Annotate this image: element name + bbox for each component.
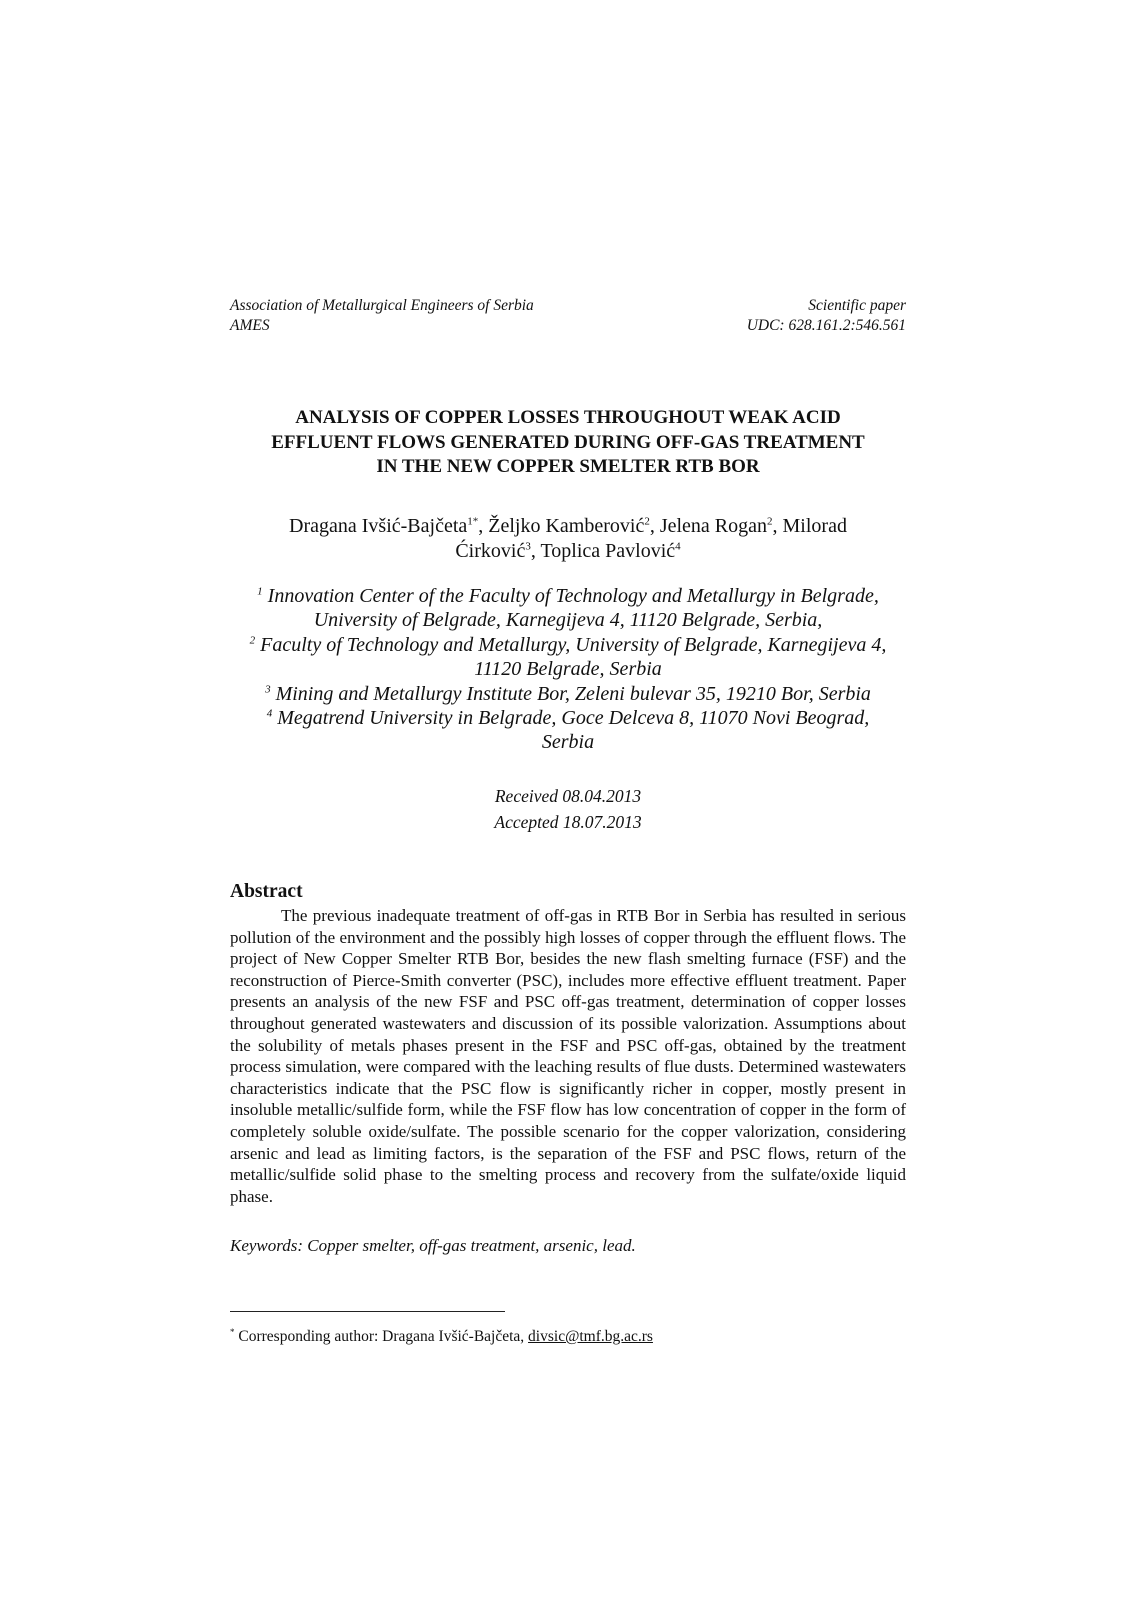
submission-dates — [230, 783, 906, 835]
affiliation-2-line-2: 11120 Belgrade, Serbia — [474, 658, 662, 681]
author-name: Dragana Ivšić-Bajčeta — [289, 515, 468, 537]
accepted-date: Accepted 18.07.2013 — [494, 812, 642, 832]
affiliation-number: 4 — [266, 707, 273, 720]
journal-abbreviation: AMES — [230, 317, 270, 334]
title-line-1: ANALYSIS OF COPPER LOSSES THROUGHOUT WEAK ACID — [295, 407, 841, 428]
author-line-1: Dragana Ivšić-Bajčeta$^{1*}$, Željko Kamberović$^2$, Jelena Rogan$^2$, Milorad — [289, 515, 847, 537]
author-name-first: Milorad — [782, 515, 847, 537]
received-date: Received 08.04.2013 — [494, 786, 642, 806]
affiliation-text: Faculty of Technology and Metallurgy, University of Belgrade, Karnegijeva 4, — [260, 633, 887, 656]
udc-code: UDC: 628.161.2:546.561 — [746, 317, 906, 334]
title-line-2: EFFLUENT FLOWS GENERATED DURING OFF-GAS TREATMENT — [271, 431, 865, 453]
affiliation-number: 1 — [257, 585, 263, 598]
author-name: Toplica Pavlović — [540, 540, 676, 562]
author-name: Željko Kamberović — [488, 515, 645, 537]
affiliation-text: Mining and Metallurgy Institute Bor, Zeleni bulevar 35, 19210 Bor, Serbia — [275, 682, 871, 705]
author-mark: 2 — [644, 515, 650, 528]
author-mark: 3 — [525, 540, 531, 553]
affiliation-1-line-2: University of Belgrade, Karnegijeva 4, 11120 Belgrade, Serbia, — [313, 609, 823, 632]
affiliation-2-line-1 — [230, 633, 906, 657]
author-email-link[interactable]: divsic@tmf.bg.ac.rs — [528, 1328, 653, 1346]
footnote-mark: * — [230, 1327, 235, 1337]
affiliation-3-line-1 — [230, 682, 906, 706]
author-line-2: Ćirković$^3$, Toplica Pavlović$^4$ — [455, 540, 681, 562]
author-name: Jelena Rogan — [659, 515, 768, 537]
title-line-3: IN THE NEW COPPER SMELTER RTB BOR — [376, 456, 760, 477]
footnote-text: Corresponding author: Dragana Ivšić-Bajčeta, — [234, 1328, 529, 1346]
journal-header-right — [747, 296, 906, 336]
affiliation-number: 2 — [249, 634, 256, 647]
affiliation-text: Megatrend University in Belgrade, Goce Delceva 8, 11070 Novi Beograd, — [277, 707, 870, 730]
footnote-divider — [230, 1311, 505, 1312]
paper-title — [230, 406, 906, 480]
author-list — [230, 514, 906, 564]
paper-type: Scientific paper — [808, 297, 906, 314]
abstract-heading: Abstract — [230, 881, 303, 902]
author-mark: 1* — [467, 515, 479, 528]
affiliation-4-line-2: Serbia — [541, 731, 595, 754]
affiliation-list — [230, 584, 906, 755]
journal-header-left — [230, 296, 534, 336]
affiliation-1-line-1 — [230, 584, 906, 608]
abstract-body: The previous inadequate treatment of off-gas in RTB Bor in Serbia has resulted in serious pollution of the environment and the possibly high losses of copper through the effluent flows. The project of New Copper Smelter RTB Bor, besides the new flash smelting furnace (FSF) and the reconstruction of Pierce-Smith converter (PSC), includes more effective effluent treatment. Paper presents an analysis of the new FSF and PSC off-gas treatment, determination of copper losses throughout generated wastewaters and discussion of its possible valorization. Assumptions about the solubility of metals phases present in the FSF and PSC off-gas, obtained by the treatment process simulation, were compared with the leaching results of flue dusts. Determined wastewaters characteristics indicate that the PSC flow is significantly richer in copper, mostly present in insoluble metallic/sulfide form, while the FSF flow has low concentration of copper in the form of completely soluble oxide/sulfate. The possible scenario for the copper valorization, considering arsenic and lead as limiting factors, is the separation of the FSF and PSC flows, return of the metallic/sulfide solid phase to the smelting process and recovery from the sulfate/oxide liquid phase. — [230, 906, 906, 1206]
author-mark: 4 — [675, 540, 681, 553]
author-mark: 2 — [767, 515, 773, 528]
keywords-line: Keywords: Copper smelter, off-gas treatment, arsenic, lead. — [230, 1236, 636, 1255]
affiliation-text: Innovation Center of the Faculty of Technology and Metallurgy in Belgrade, — [267, 585, 879, 607]
journal-name: Association of Metallurgical Engineers of Serbia — [230, 297, 534, 314]
affiliation-number: 3 — [265, 682, 271, 695]
author-name-last: Ćirković — [455, 540, 526, 562]
corresponding-author-footnote — [230, 1322, 653, 1347]
affiliation-4-line-1 — [230, 706, 906, 730]
